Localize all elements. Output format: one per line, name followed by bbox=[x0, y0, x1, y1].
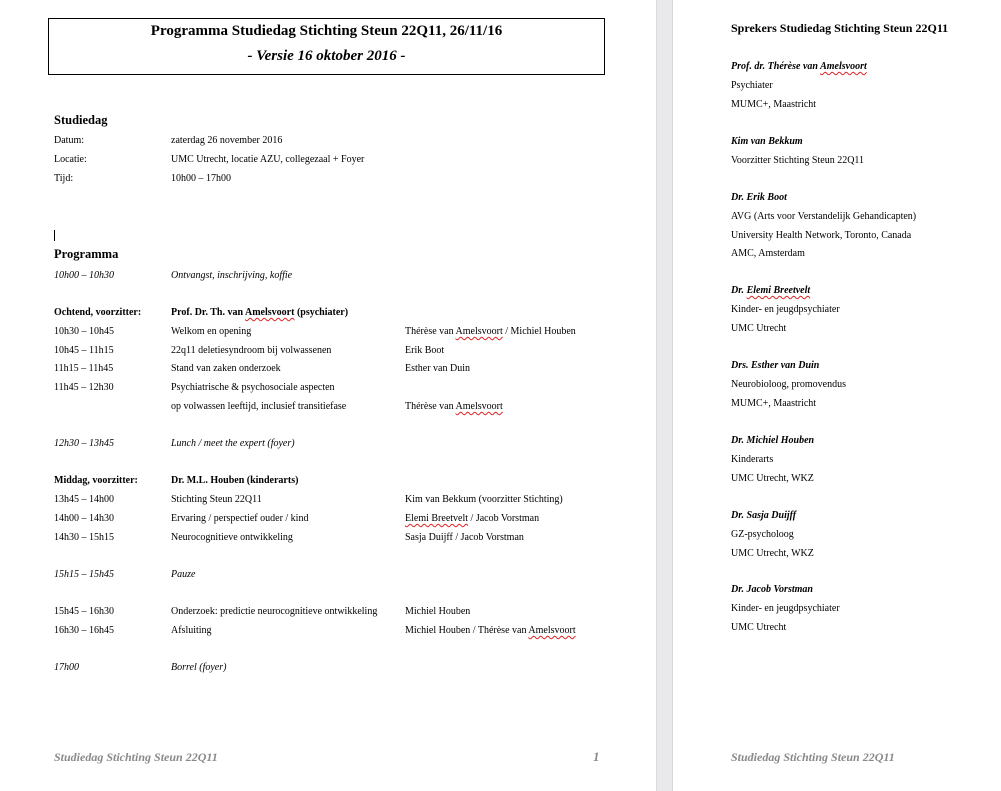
document-version: - Versie 16 oktober 2016 - bbox=[247, 48, 406, 64]
speaker-name bbox=[731, 360, 819, 371]
speaker-detail: AVG (Arts voor Verstandelijk Gehandicapten) bbox=[731, 211, 917, 222]
speaker-detail: UMC Utrecht bbox=[731, 621, 787, 633]
schedule-speaker bbox=[405, 326, 576, 337]
speaker-text: Erik Boot bbox=[405, 345, 445, 356]
schedule-time: 14h30 – 15h15 bbox=[54, 532, 114, 543]
speaker-text: Michiel Houben bbox=[405, 606, 471, 617]
lunch-time: 12h30 – 13h45 bbox=[54, 438, 114, 449]
speaker-name-flagged: Elemi Breetvelt bbox=[405, 513, 469, 524]
schedule-topic: Neurocognitieve ontwikkeling bbox=[171, 532, 293, 543]
speaker-detail: AMC, Amsterdam bbox=[731, 248, 805, 259]
ontvangst-time: 10h00 – 10h30 bbox=[54, 270, 114, 281]
speaker-name-text: Drs. Esther van Duin bbox=[731, 360, 820, 371]
speaker-detail: UMC Utrecht, WKZ bbox=[731, 472, 814, 484]
speaker-name bbox=[731, 136, 803, 147]
ochtend-chair-post: (psychiater) bbox=[294, 307, 349, 318]
speaker-name bbox=[731, 192, 787, 203]
ochtend-chair bbox=[171, 307, 348, 318]
speaker-detail: University Health Network, Toronto, Canada bbox=[731, 229, 912, 241]
speaker-text: Esther van Duin bbox=[405, 363, 470, 374]
ochtend-label: Ochtend, voorzitter: bbox=[54, 307, 142, 318]
speaker-text: Thérèse van bbox=[405, 326, 456, 337]
schedule-time: 10h30 – 10h45 bbox=[54, 326, 114, 337]
speaker-detail: Kinderarts bbox=[731, 454, 774, 465]
schedule-topic: Stichting Steun 22Q11 bbox=[171, 494, 262, 505]
pauze-time: 15h15 – 15h45 bbox=[54, 569, 114, 580]
pauze-text: Pauze bbox=[171, 569, 196, 580]
schedule-topic: Stand van zaken onderzoek bbox=[171, 363, 281, 374]
speaker-detail: Neurobioloog, promovendus bbox=[731, 379, 846, 390]
speaker-detail: UMC Utrecht, WKZ bbox=[731, 547, 814, 559]
title-box bbox=[48, 18, 605, 75]
schedule-topic: 22q11 deletiesyndroom bij volwassenen bbox=[171, 345, 332, 356]
schedule-time: 15h45 – 16h30 bbox=[54, 606, 114, 617]
schedule-speaker bbox=[405, 494, 563, 505]
speaker-name-text: Prof. dr. Thérèse van bbox=[731, 61, 821, 72]
schedule-speaker bbox=[405, 532, 524, 543]
speaker-name-text: Dr. Michiel Houben bbox=[731, 435, 815, 446]
locatie-value: UMC Utrecht, locatie AZU, collegezaal + Foyer bbox=[171, 154, 365, 165]
speaker-name bbox=[731, 435, 814, 446]
speaker-detail: Voorzitter Stichting Steun 22Q11 bbox=[731, 155, 865, 166]
page-separator bbox=[656, 0, 673, 791]
speaker-name-flagged: Amelsvoort bbox=[455, 401, 503, 412]
speaker-text: / Jacob Vorstman bbox=[468, 513, 540, 524]
schedule-time: 16h30 – 16h45 bbox=[54, 625, 114, 636]
page-footer: Studiedag Stichting Steun 22Q11 bbox=[54, 750, 218, 764]
page-number: 1 bbox=[593, 749, 600, 764]
schedule-topic: Welkom en opening bbox=[171, 326, 252, 337]
speaker-detail: Kinder- en jeugdpsychiater bbox=[731, 603, 840, 614]
speaker-name-text: Dr. Sasja Duijff bbox=[731, 510, 797, 521]
schedule-topic: Afsluiting bbox=[171, 625, 212, 636]
tijd-value: 10h00 – 17h00 bbox=[171, 173, 231, 184]
speaker-detail: Psychiater bbox=[731, 80, 773, 91]
programma-heading: Programma bbox=[54, 247, 119, 261]
locatie-label: Locatie: bbox=[54, 154, 87, 165]
datum-label: Datum: bbox=[54, 135, 84, 146]
speaker-detail: GZ-psycholoog bbox=[731, 529, 794, 540]
speaker-name-text: Dr. Jacob Vorstman bbox=[731, 584, 813, 595]
speaker-detail: MUMC+, Maastricht bbox=[731, 397, 817, 409]
speaker-name-flagged: Amelsvoort bbox=[528, 625, 576, 636]
lunch-text: Lunch / meet the expert (foyer) bbox=[171, 438, 295, 449]
speaker-text: Michiel Houben / Thérèse van bbox=[405, 625, 529, 636]
speaker-detail: MUMC+, Maastricht bbox=[731, 98, 817, 110]
schedule-topic: Ervaring / perspectief ouder / kind bbox=[171, 513, 309, 524]
schedule-speaker bbox=[405, 345, 444, 356]
schedule-topic: Psychiatrische & psychosociale aspecten bbox=[171, 382, 335, 393]
borrel-text: Borrel (foyer) bbox=[171, 662, 227, 673]
speaker-detail: UMC Utrecht bbox=[731, 322, 787, 334]
datum-value: zaterdag 26 november 2016 bbox=[171, 135, 283, 146]
document-page-2 bbox=[673, 0, 1001, 791]
schedule-speaker bbox=[405, 606, 470, 617]
schedule-topic: op volwassen leeftijd, inclusief transitiefase bbox=[171, 401, 347, 412]
speaker-text: Sasja Duijff / Jacob Vorstman bbox=[405, 532, 524, 543]
schedule-speaker bbox=[405, 625, 576, 636]
text-cursor bbox=[54, 230, 55, 241]
schedule-speaker bbox=[405, 401, 503, 412]
schedule-time: 14h00 – 14h30 bbox=[54, 513, 114, 524]
speaker-name-text: Dr. bbox=[731, 285, 747, 296]
schedule-speaker bbox=[405, 363, 470, 374]
tijd-label: Tijd: bbox=[54, 173, 74, 184]
page-footer-2: Studiedag Stichting Steun 22Q11 bbox=[731, 750, 895, 764]
schedule-speaker bbox=[405, 513, 539, 524]
speaker-name-flagged: Amelsvoort bbox=[455, 326, 503, 337]
ochtend-chair-pre: Prof. Dr. Th. van bbox=[171, 307, 245, 318]
speaker-name bbox=[731, 61, 867, 72]
ochtend-chair-name: Amelsvoort bbox=[245, 307, 295, 318]
speaker-name-flagged: Amelsvoort bbox=[820, 61, 867, 72]
borrel-time: 17h00 bbox=[54, 662, 79, 673]
speaker-text: Kim van Bekkum (voorzitter Stichting) bbox=[405, 494, 563, 505]
speakers-heading: Sprekers Studiedag Stichting Steun 22Q11 bbox=[731, 21, 949, 35]
speaker-name-text: Kim van Bekkum bbox=[731, 136, 803, 147]
schedule-time: 10h45 – 11h15 bbox=[54, 345, 114, 356]
studiedag-heading: Studiedag bbox=[54, 113, 108, 127]
speaker-name bbox=[731, 584, 813, 595]
schedule-time: 11h15 – 11h45 bbox=[54, 363, 114, 374]
speaker-name-text: Dr. Erik Boot bbox=[731, 192, 787, 203]
speaker-name-flagged: Elemi Breetvelt bbox=[746, 285, 811, 296]
speaker-detail: Kinder- en jeugdpsychiater bbox=[731, 304, 840, 315]
ontvangst-text: Ontvangst, inschrijving, koffie bbox=[171, 270, 293, 281]
speaker-text: / Michiel Houben bbox=[502, 326, 576, 337]
document-title: Programma Studiedag Stichting Steun 22Q11, 26/11/16 bbox=[150, 23, 503, 39]
schedule-topic: Onderzoek: predictie neurocognitieve ontwikkeling bbox=[171, 606, 378, 617]
speaker-text: Thérèse van bbox=[405, 401, 456, 412]
speaker-name bbox=[731, 510, 796, 521]
speaker-name bbox=[731, 285, 810, 296]
middag-label: Middag, voorzitter: bbox=[54, 475, 138, 486]
schedule-time: 11h45 – 12h30 bbox=[54, 382, 114, 393]
middag-chair: Dr. M.L. Houben (kinderarts) bbox=[171, 475, 299, 486]
schedule-time: 13h45 – 14h00 bbox=[54, 494, 114, 505]
